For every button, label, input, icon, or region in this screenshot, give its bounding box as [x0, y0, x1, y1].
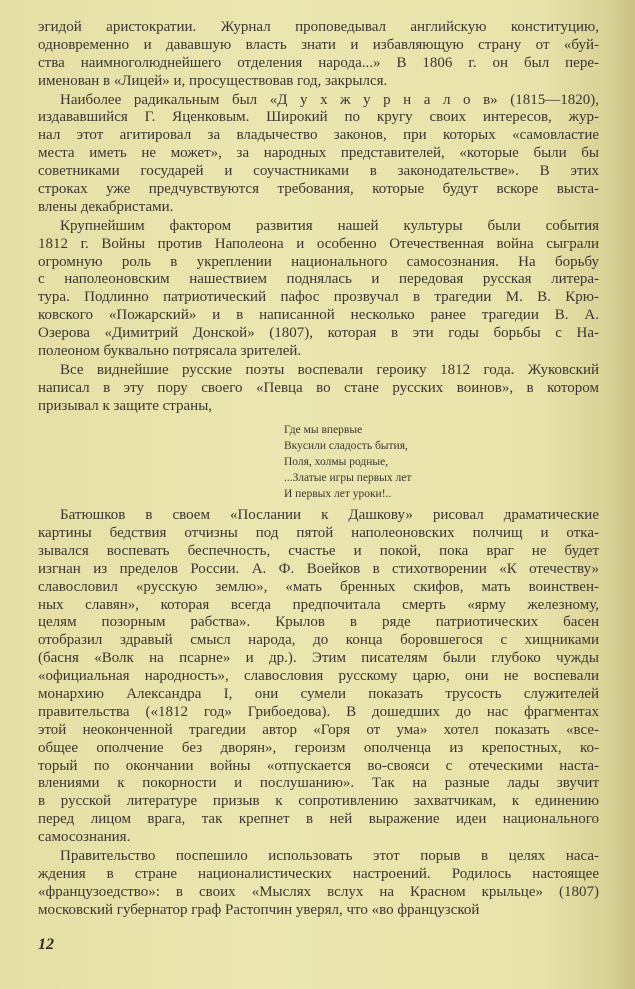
text-line: нал этот агитировал за владычество законов, при которых «самовластие: [38, 127, 599, 144]
text-line: «французоедство»: в своих «Мыслях вслух на Красном крыльце» (1807): [38, 883, 599, 900]
text-line: влениями к покорности и послушанию». Так на разные лады звучит: [38, 775, 599, 792]
text-before-poem: [38, 19, 599, 416]
text-line: зывался воспевать беспечность, счастье и покой, пока враг не будет: [38, 542, 599, 559]
paragraph: [38, 19, 599, 91]
text-line: перед лицом врага, так крепнет в ней выражение идеи национального: [38, 811, 599, 828]
text-line: Правительство поспешило использовать этот порыв в целях наса-: [60, 847, 599, 864]
text-line: картины бедствия отчизны под пятой наполеоновских полчищ и отка-: [38, 524, 599, 541]
text-line: эгидой аристократии. Журнал проповедывал английскую конституцию,: [38, 19, 599, 35]
poem-line: Где мы впервые: [284, 423, 363, 436]
text-line: московский губернатор граф Растопчин уверял, что «во французской: [38, 901, 480, 918]
text-line: этой неоконченной трагедии автор «Горя от ума» хотел показать «все-: [38, 721, 599, 738]
paragraph: [38, 218, 599, 361]
text-line: изгнан из пределов России. А. Ф. Воейков в стихотворении «К отечеству»: [38, 560, 599, 577]
text-line: огромную роль в укреплении национального самосознания. На борьбу: [38, 253, 599, 270]
paragraph: [38, 848, 599, 920]
text-line: Все виднейшие русские поэты воспевали героику 1812 года. Жуковский: [60, 361, 599, 378]
poem-line: И первых лет уроки!..: [284, 487, 392, 500]
text-after-poem: [38, 507, 599, 919]
text-line: издававшийся Г. Яценковым. Широкий по кругу своих интересов, жур-: [38, 109, 599, 126]
text-line: Наиболее радикальным был «Д у х ж у р н а л о в» (1815—1820),: [60, 91, 599, 108]
poem-quote: [38, 422, 599, 502]
text-line: Батюшков в своем «Послании к Дашкову» рисовал драматические: [60, 507, 599, 524]
poem-line: Вкусили сладость бытия,: [284, 439, 408, 452]
text-line: монархию Александра I, они сумели показать трусость служителей: [38, 685, 599, 702]
text-line: ства наимноголюднейшего отделения народа...» В 1806 г. он был пере-: [38, 54, 599, 71]
text-line: правительства («1812 год» Грибоедова). В дошедших до нас фрагментах: [38, 703, 599, 720]
text-line: ждения в стране националистических настроений. Родилось настоящее: [38, 865, 599, 882]
text-line: написал в эту пору своего «Певца во стане русских воинов», в котором: [38, 379, 599, 396]
text-line: «официальная народность», славословия русскому царю, они не воспевали: [38, 668, 599, 685]
paragraph: [38, 507, 599, 847]
text-line: общее ополчение без дворян», героизм ополченца из крепостных, ко-: [38, 739, 599, 756]
text-line: целям позорным рабства». Крылов в ряде патриотических басен: [38, 614, 599, 631]
text-line: именован в «Лицей» и, просуществовав год, закрылся.: [38, 72, 388, 89]
poem-line: Поля, холмы родные,: [284, 455, 389, 468]
text-line: ных славян», которая всегда предпочитала смерть «ярму железному,: [38, 596, 599, 613]
text-line: советниками государей и соучастниками в законодательстве». В этих: [38, 163, 599, 180]
text-line: полеоном буквально потрясала зрителей.: [38, 343, 302, 360]
text-line: 1812 г. Войны против Наполеона и особенно Отечественная война сыграли: [38, 235, 599, 252]
paragraph: [38, 92, 599, 217]
text-line: влены декабристами.: [38, 198, 174, 215]
text-line: торый по окончании войны «отпускается во-свояси с отеческими наста-: [38, 757, 599, 774]
poem-line: ...Златые игры первых лет: [284, 471, 412, 484]
text-line: места иметь не может», за народных представителей, «которые были бы: [38, 145, 599, 162]
text-line: строках уже предчувствуются требования, которые будут вскоре выста-: [38, 181, 599, 198]
text-line: Озерова «Димитрий Донской» (1807), которая в эти годы борьбы с На-: [38, 325, 599, 342]
text-line: в русской литературе призыв к сопротивлению захватчикам, к единению: [38, 793, 599, 810]
text-line: самосознания.: [38, 829, 131, 846]
page-number: 12: [38, 936, 54, 953]
book-page-text: [38, 19, 599, 921]
text-line: Крупнейшим фактором развития нашей культуры были события: [60, 217, 599, 234]
text-line: славословил «русскую землю», «мать бренных скифов, мать воинствен-: [38, 578, 599, 595]
text-line: с наполеоновским нашествием поднялась и передовая русская литера-: [38, 271, 599, 288]
text-line: ковского «Пожарский» и в написанной несколько ранее трагедии В. А.: [38, 307, 599, 324]
text-line: призывал к защите страны,: [38, 397, 213, 414]
text-line: тура. Подлинно патриотический пафос прозвучал в трагедии М. В. Крю-: [38, 289, 599, 306]
text-line: отобразил здравый смысл народа, до конца боровшегося с хищниками: [38, 632, 599, 649]
text-line: одновременно и дававшую власть знати и избавляющую страну от «буй-: [38, 36, 599, 53]
text-line: (басня «Волк на псарне» и др.). Этим писателям были глубоко чужды: [38, 650, 599, 667]
paragraph: [38, 362, 599, 416]
